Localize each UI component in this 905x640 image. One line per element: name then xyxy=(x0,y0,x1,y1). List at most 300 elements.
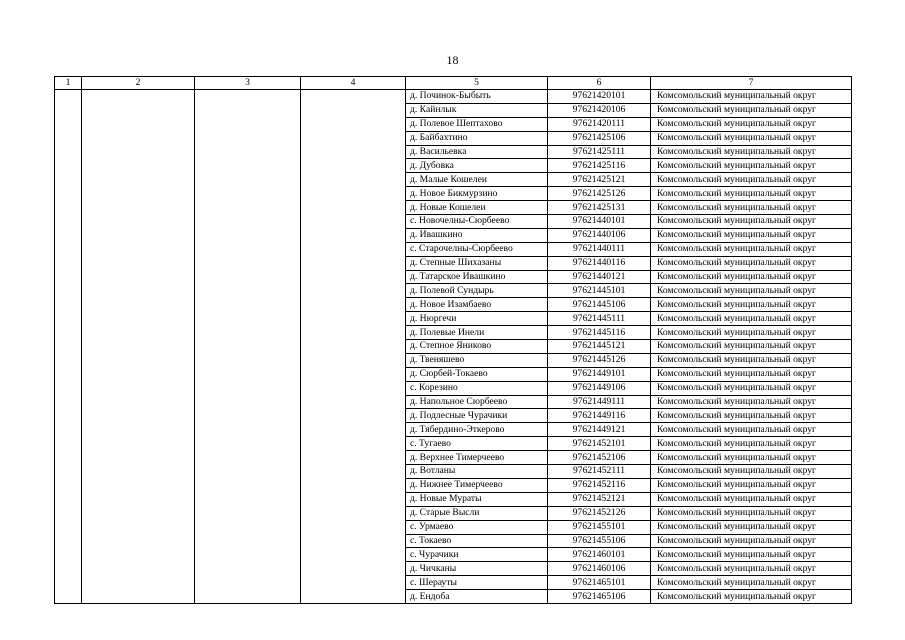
settlement-name-cell: с. Корезино xyxy=(406,381,548,395)
empty-cell-col1 xyxy=(55,353,82,367)
table-row xyxy=(55,353,852,367)
district-cell: Комсомольский муниципальный округ xyxy=(651,409,852,423)
empty-cell-col2 xyxy=(82,506,195,520)
empty-cell-col3 xyxy=(195,478,301,492)
settlement-name-cell: д. Новое Бикмурзино xyxy=(406,187,548,201)
district-cell: Комсомольский муниципальный округ xyxy=(651,340,852,354)
district-cell: Комсомольский муниципальный округ xyxy=(651,506,852,520)
empty-cell-col1 xyxy=(55,117,82,131)
empty-cell-col1 xyxy=(55,381,82,395)
empty-cell-col4 xyxy=(301,173,406,187)
table-row xyxy=(55,117,852,131)
empty-cell-col4 xyxy=(301,395,406,409)
empty-cell-col2 xyxy=(82,478,195,492)
empty-cell-col4 xyxy=(301,228,406,242)
oktmo-code-cell: 97621449106 xyxy=(548,381,651,395)
empty-cell-col3 xyxy=(195,256,301,270)
empty-cell-col3 xyxy=(195,326,301,340)
empty-cell-col2 xyxy=(82,215,195,229)
oktmo-code-cell: 97621445121 xyxy=(548,340,651,354)
table-row xyxy=(55,534,852,548)
header-row xyxy=(55,77,852,90)
table-row xyxy=(55,395,852,409)
empty-cell-col4 xyxy=(301,298,406,312)
empty-cell-col3 xyxy=(195,381,301,395)
district-cell: Комсомольский муниципальный округ xyxy=(651,201,852,215)
oktmo-code-cell: 97621455101 xyxy=(548,520,651,534)
empty-cell-col2 xyxy=(82,465,195,479)
district-cell: Комсомольский муниципальный округ xyxy=(651,437,852,451)
oktmo-code-cell: 97621425131 xyxy=(548,201,651,215)
table-row xyxy=(55,90,852,104)
empty-cell-col3 xyxy=(195,131,301,145)
table-row xyxy=(55,256,852,270)
empty-cell-col2 xyxy=(82,117,195,131)
settlement-name-cell: д. Полевое Шептахово xyxy=(406,117,548,131)
table-row xyxy=(55,506,852,520)
empty-cell-col1 xyxy=(55,159,82,173)
table-row xyxy=(55,326,852,340)
empty-cell-col4 xyxy=(301,409,406,423)
empty-cell-col3 xyxy=(195,242,301,256)
empty-cell-col1 xyxy=(55,437,82,451)
empty-cell-col3 xyxy=(195,409,301,423)
column-header-3: 3 xyxy=(195,77,301,90)
empty-cell-col1 xyxy=(55,534,82,548)
empty-cell-col1 xyxy=(55,326,82,340)
empty-cell-col2 xyxy=(82,201,195,215)
table-row xyxy=(55,284,852,298)
settlement-name-cell: д. Подлесные Чурачики xyxy=(406,409,548,423)
oktmo-code-cell: 97621440121 xyxy=(548,270,651,284)
oktmo-code-cell: 97621465106 xyxy=(548,590,651,604)
empty-cell-col2 xyxy=(82,381,195,395)
settlement-name-cell: с. Чурачики xyxy=(406,548,548,562)
empty-cell-col4 xyxy=(301,145,406,159)
empty-cell-col3 xyxy=(195,353,301,367)
empty-cell-col4 xyxy=(301,312,406,326)
empty-cell-col1 xyxy=(55,506,82,520)
settlement-name-cell: д. Чичканы xyxy=(406,562,548,576)
settlement-name-cell: д. Байбахтино xyxy=(406,131,548,145)
empty-cell-col1 xyxy=(55,103,82,117)
district-cell: Комсомольский муниципальный округ xyxy=(651,173,852,187)
column-header-7: 7 xyxy=(651,77,852,90)
empty-cell-col2 xyxy=(82,340,195,354)
empty-cell-col4 xyxy=(301,284,406,298)
empty-cell-col2 xyxy=(82,187,195,201)
district-cell: Комсомольский муниципальный округ xyxy=(651,270,852,284)
empty-cell-col3 xyxy=(195,159,301,173)
empty-cell-col1 xyxy=(55,451,82,465)
district-cell: Комсомольский муниципальный округ xyxy=(651,159,852,173)
oktmo-code-cell: 97621452116 xyxy=(548,478,651,492)
empty-cell-col1 xyxy=(55,145,82,159)
table-row xyxy=(55,465,852,479)
empty-cell-col4 xyxy=(301,506,406,520)
oktmo-code-cell: 97621452121 xyxy=(548,492,651,506)
empty-cell-col3 xyxy=(195,576,301,590)
table-row xyxy=(55,492,852,506)
table-row xyxy=(55,159,852,173)
settlement-name-cell: д. Новые Кошелеи xyxy=(406,201,548,215)
empty-cell-col3 xyxy=(195,312,301,326)
empty-cell-col1 xyxy=(55,131,82,145)
settlement-name-cell: д. Сюрбей-Токаево xyxy=(406,367,548,381)
empty-cell-col2 xyxy=(82,437,195,451)
district-cell: Комсомольский муниципальный округ xyxy=(651,187,852,201)
table-row xyxy=(55,381,852,395)
empty-cell-col3 xyxy=(195,506,301,520)
empty-cell-col3 xyxy=(195,270,301,284)
column-header-5: 5 xyxy=(406,77,548,90)
settlement-name-cell: д. Полевой Сундырь xyxy=(406,284,548,298)
settlement-name-cell: д. Степные Шихазаны xyxy=(406,256,548,270)
empty-cell-col4 xyxy=(301,270,406,284)
empty-cell-col4 xyxy=(301,423,406,437)
empty-cell-col3 xyxy=(195,340,301,354)
empty-cell-col2 xyxy=(82,228,195,242)
table-row xyxy=(55,409,852,423)
column-header-2: 2 xyxy=(82,77,195,90)
settlement-name-cell: д. Напольное Сюрбеево xyxy=(406,395,548,409)
empty-cell-col3 xyxy=(195,187,301,201)
oktmo-code-cell: 97621460101 xyxy=(548,548,651,562)
empty-cell-col3 xyxy=(195,395,301,409)
empty-cell-col1 xyxy=(55,187,82,201)
empty-cell-col2 xyxy=(82,562,195,576)
district-cell: Комсомольский муниципальный округ xyxy=(651,395,852,409)
empty-cell-col2 xyxy=(82,242,195,256)
oktmo-code-cell: 97621445101 xyxy=(548,284,651,298)
district-cell: Комсомольский муниципальный округ xyxy=(651,534,852,548)
empty-cell-col4 xyxy=(301,117,406,131)
settlement-name-cell: д. Полевые Инели xyxy=(406,326,548,340)
settlement-name-cell: с. Старочелны-Сюрбеево xyxy=(406,242,548,256)
district-cell: Комсомольский муниципальный округ xyxy=(651,145,852,159)
settlement-name-cell: с. Новочелны-Сюрбеево xyxy=(406,215,548,229)
district-cell: Комсомольский муниципальный округ xyxy=(651,423,852,437)
settlement-name-cell: с. Тугаево xyxy=(406,437,548,451)
empty-cell-col3 xyxy=(195,451,301,465)
oktmo-code-cell: 97621449121 xyxy=(548,423,651,437)
empty-cell-col4 xyxy=(301,353,406,367)
empty-cell-col3 xyxy=(195,534,301,548)
table-body xyxy=(55,90,852,604)
empty-cell-col2 xyxy=(82,173,195,187)
empty-cell-col3 xyxy=(195,145,301,159)
empty-cell-col4 xyxy=(301,242,406,256)
settlement-name-cell: д. Ендоба xyxy=(406,590,548,604)
empty-cell-col4 xyxy=(301,451,406,465)
empty-cell-col1 xyxy=(55,215,82,229)
empty-cell-col1 xyxy=(55,423,82,437)
settlement-name-cell: с. Шерауты xyxy=(406,576,548,590)
empty-cell-col4 xyxy=(301,492,406,506)
table-row xyxy=(55,103,852,117)
empty-cell-col1 xyxy=(55,298,82,312)
district-cell: Комсомольский муниципальный округ xyxy=(651,103,852,117)
settlement-name-cell: д. Нюргечи xyxy=(406,312,548,326)
table-row xyxy=(55,423,852,437)
district-cell: Комсомольский муниципальный округ xyxy=(651,576,852,590)
empty-cell-col2 xyxy=(82,492,195,506)
empty-cell-col4 xyxy=(301,437,406,451)
empty-cell-col3 xyxy=(195,437,301,451)
oktmo-code-cell: 97621420106 xyxy=(548,103,651,117)
empty-cell-col1 xyxy=(55,492,82,506)
empty-cell-col1 xyxy=(55,478,82,492)
empty-cell-col2 xyxy=(82,353,195,367)
table-row xyxy=(55,145,852,159)
table-row xyxy=(55,520,852,534)
empty-cell-col1 xyxy=(55,590,82,604)
district-cell: Комсомольский муниципальный округ xyxy=(651,326,852,340)
oktmo-code-cell: 97621449101 xyxy=(548,367,651,381)
oktmo-code-cell: 97621445126 xyxy=(548,353,651,367)
empty-cell-col4 xyxy=(301,187,406,201)
settlement-name-cell: д. Тябердино-Эткерово xyxy=(406,423,548,437)
empty-cell-col4 xyxy=(301,590,406,604)
empty-cell-col1 xyxy=(55,367,82,381)
table-row xyxy=(55,131,852,145)
empty-cell-col3 xyxy=(195,228,301,242)
settlement-name-cell: д. Новые Мураты xyxy=(406,492,548,506)
empty-cell-col3 xyxy=(195,590,301,604)
empty-cell-col4 xyxy=(301,478,406,492)
empty-cell-col1 xyxy=(55,242,82,256)
district-cell: Комсомольский муниципальный округ xyxy=(651,562,852,576)
district-cell: Комсомольский муниципальный округ xyxy=(651,548,852,562)
oktmo-code-cell: 97621440116 xyxy=(548,256,651,270)
district-cell: Комсомольский муниципальный округ xyxy=(651,451,852,465)
empty-cell-col1 xyxy=(55,201,82,215)
table-row xyxy=(55,562,852,576)
oktmo-code-cell: 97621425106 xyxy=(548,131,651,145)
empty-cell-col2 xyxy=(82,312,195,326)
settlement-name-cell: д. Кайнлык xyxy=(406,103,548,117)
oktmo-code-cell: 97621449116 xyxy=(548,409,651,423)
empty-cell-col1 xyxy=(55,548,82,562)
empty-cell-col1 xyxy=(55,576,82,590)
empty-cell-col4 xyxy=(301,520,406,534)
empty-cell-col3 xyxy=(195,492,301,506)
settlement-name-cell: с. Токаево xyxy=(406,534,548,548)
empty-cell-col4 xyxy=(301,90,406,104)
district-cell: Комсомольский муниципальный округ xyxy=(651,353,852,367)
empty-cell-col4 xyxy=(301,576,406,590)
empty-cell-col2 xyxy=(82,520,195,534)
empty-cell-col4 xyxy=(301,201,406,215)
empty-cell-col2 xyxy=(82,145,195,159)
oktmo-code-cell: 97621425121 xyxy=(548,173,651,187)
empty-cell-col2 xyxy=(82,534,195,548)
district-cell: Комсомольский муниципальный округ xyxy=(651,381,852,395)
district-cell: Комсомольский муниципальный округ xyxy=(651,520,852,534)
settlement-name-cell: д. Ивашкино xyxy=(406,228,548,242)
district-cell: Комсомольский муниципальный округ xyxy=(651,298,852,312)
table-row xyxy=(55,576,852,590)
settlement-name-cell: д. Вотланы xyxy=(406,465,548,479)
settlement-name-cell: д. Дубовка xyxy=(406,159,548,173)
district-cell: Комсомольский муниципальный округ xyxy=(651,215,852,229)
empty-cell-col3 xyxy=(195,520,301,534)
oktmo-code-cell: 97621440101 xyxy=(548,215,651,229)
column-header-6: 6 xyxy=(548,77,651,90)
empty-cell-col1 xyxy=(55,256,82,270)
settlement-name-cell: д. Верхнее Тимерчеево xyxy=(406,451,548,465)
empty-cell-col3 xyxy=(195,423,301,437)
district-cell: Комсомольский муниципальный округ xyxy=(651,478,852,492)
empty-cell-col4 xyxy=(301,256,406,270)
table-row xyxy=(55,548,852,562)
district-cell: Комсомольский муниципальный округ xyxy=(651,90,852,104)
empty-cell-col2 xyxy=(82,90,195,104)
empty-cell-col1 xyxy=(55,173,82,187)
settlement-name-cell: д. Малые Кошелеи xyxy=(406,173,548,187)
empty-cell-col1 xyxy=(55,270,82,284)
empty-cell-col2 xyxy=(82,548,195,562)
settlement-name-cell: д. Татарское Ивашкино xyxy=(406,270,548,284)
table-row xyxy=(55,312,852,326)
settlement-name-cell: д. Твеняшево xyxy=(406,353,548,367)
oktmo-code-cell: 97621465101 xyxy=(548,576,651,590)
table-row xyxy=(55,451,852,465)
empty-cell-col3 xyxy=(195,562,301,576)
empty-cell-col1 xyxy=(55,520,82,534)
empty-cell-col3 xyxy=(195,90,301,104)
empty-cell-col4 xyxy=(301,159,406,173)
oktmo-code-cell: 97621425126 xyxy=(548,187,651,201)
empty-cell-col1 xyxy=(55,409,82,423)
empty-cell-col1 xyxy=(55,284,82,298)
empty-cell-col2 xyxy=(82,298,195,312)
empty-cell-col1 xyxy=(55,90,82,104)
oktmo-code-cell: 97621425116 xyxy=(548,159,651,173)
table-row xyxy=(55,270,852,284)
empty-cell-col2 xyxy=(82,423,195,437)
district-cell: Комсомольский муниципальный округ xyxy=(651,284,852,298)
district-cell: Комсомольский муниципальный округ xyxy=(651,131,852,145)
empty-cell-col3 xyxy=(195,465,301,479)
oktmo-code-cell: 97621452106 xyxy=(548,451,651,465)
table-row xyxy=(55,173,852,187)
empty-cell-col1 xyxy=(55,562,82,576)
empty-cell-col4 xyxy=(301,534,406,548)
empty-cell-col1 xyxy=(55,465,82,479)
district-cell: Комсомольский муниципальный округ xyxy=(651,117,852,131)
empty-cell-col3 xyxy=(195,367,301,381)
table-row xyxy=(55,228,852,242)
empty-cell-col2 xyxy=(82,590,195,604)
district-cell: Комсомольский муниципальный округ xyxy=(651,465,852,479)
district-cell: Комсомольский муниципальный округ xyxy=(651,367,852,381)
empty-cell-col3 xyxy=(195,173,301,187)
empty-cell-col1 xyxy=(55,395,82,409)
empty-cell-col2 xyxy=(82,367,195,381)
district-cell: Комсомольский муниципальный округ xyxy=(651,242,852,256)
table-row xyxy=(55,242,852,256)
district-cell: Комсомольский муниципальный округ xyxy=(651,492,852,506)
settlement-name-cell: д. Новое Изамбаево xyxy=(406,298,548,312)
column-header-1: 1 xyxy=(55,77,82,90)
empty-cell-col4 xyxy=(301,131,406,145)
empty-cell-col1 xyxy=(55,228,82,242)
oktmo-code-cell: 97621452126 xyxy=(548,506,651,520)
empty-cell-col2 xyxy=(82,576,195,590)
oktmo-code-cell: 97621425111 xyxy=(548,145,651,159)
oktmo-code-cell: 97621455106 xyxy=(548,534,651,548)
empty-cell-col3 xyxy=(195,548,301,562)
table-row xyxy=(55,478,852,492)
empty-cell-col2 xyxy=(82,159,195,173)
empty-cell-col3 xyxy=(195,284,301,298)
settlement-name-cell: д. Васильевка xyxy=(406,145,548,159)
empty-cell-col4 xyxy=(301,465,406,479)
empty-cell-col2 xyxy=(82,395,195,409)
empty-cell-col4 xyxy=(301,215,406,229)
oktmo-code-cell: 97621420111 xyxy=(548,117,651,131)
settlement-name-cell: д. Степное Яниково xyxy=(406,340,548,354)
empty-cell-col1 xyxy=(55,312,82,326)
oktmo-code-cell: 97621420101 xyxy=(548,90,651,104)
oktmo-code-cell: 97621440111 xyxy=(548,242,651,256)
table-row xyxy=(55,187,852,201)
empty-cell-col2 xyxy=(82,270,195,284)
empty-cell-col2 xyxy=(82,451,195,465)
district-cell: Комсомольский муниципальный округ xyxy=(651,228,852,242)
empty-cell-col3 xyxy=(195,298,301,312)
empty-cell-col2 xyxy=(82,103,195,117)
oktmo-code-cell: 97621445111 xyxy=(548,312,651,326)
settlement-name-cell: д. Старые Высли xyxy=(406,506,548,520)
empty-cell-col2 xyxy=(82,131,195,145)
empty-cell-col3 xyxy=(195,201,301,215)
empty-cell-col4 xyxy=(301,340,406,354)
settlement-name-cell: с. Урмаево xyxy=(406,520,548,534)
empty-cell-col2 xyxy=(82,256,195,270)
empty-cell-col3 xyxy=(195,215,301,229)
empty-cell-col4 xyxy=(301,381,406,395)
district-cell: Комсомольский муниципальный округ xyxy=(651,590,852,604)
empty-cell-col4 xyxy=(301,367,406,381)
table-row xyxy=(55,298,852,312)
oktmo-code-cell: 97621460106 xyxy=(548,562,651,576)
table-row xyxy=(55,590,852,604)
empty-cell-col4 xyxy=(301,548,406,562)
page-number: 18 xyxy=(446,53,459,67)
table-row xyxy=(55,367,852,381)
empty-cell-col2 xyxy=(82,326,195,340)
table-row xyxy=(55,201,852,215)
oktmo-code-cell: 97621445106 xyxy=(548,298,651,312)
empty-cell-col4 xyxy=(301,326,406,340)
column-header-4: 4 xyxy=(301,77,406,90)
oktmo-code-cell: 97621445116 xyxy=(548,326,651,340)
oktmo-code-cell: 97621440106 xyxy=(548,228,651,242)
empty-cell-col1 xyxy=(55,340,82,354)
empty-cell-col2 xyxy=(82,284,195,298)
oktmo-code-cell: 97621452111 xyxy=(548,465,651,479)
table-row xyxy=(55,340,852,354)
settlements-table xyxy=(54,76,852,604)
empty-cell-col3 xyxy=(195,103,301,117)
oktmo-code-cell: 97621452101 xyxy=(548,437,651,451)
settlement-name-cell: д. Починок-Быбыть xyxy=(406,90,548,104)
empty-cell-col4 xyxy=(301,562,406,576)
table-row xyxy=(55,215,852,229)
district-cell: Комсомольский муниципальный округ xyxy=(651,256,852,270)
